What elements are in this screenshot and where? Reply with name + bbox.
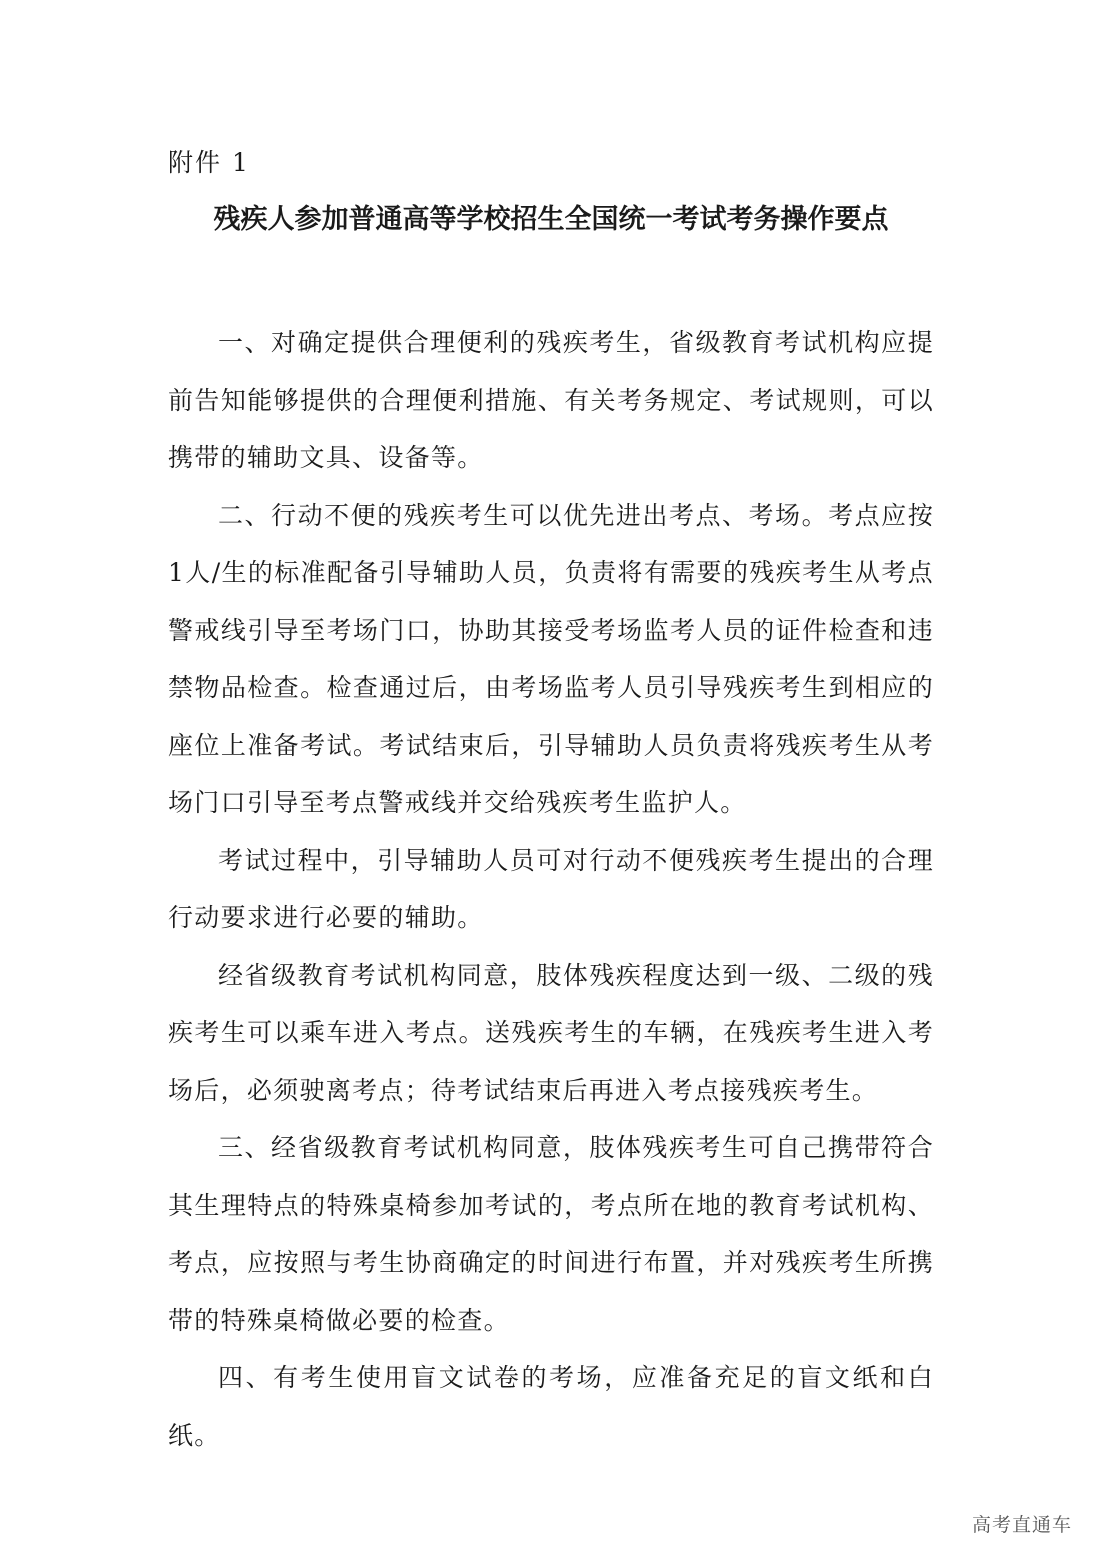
paragraph-5: 三、经省级教育考试机构同意，肢体残疾考生可自己携带符合其生理特点的特殊桌椅参加考试的，考点所在地的教育考试机构、考点，应按照与考生协商确定的时间进行布置，并对残疾考生所携带的特殊桌椅做必要的检查。	[168, 1133, 934, 1335]
paragraph-3: 考试过程中，引导辅助人员可对行动不便残疾考生提出的合理行动要求进行必要的辅助。	[168, 845, 934, 932]
paragraph-6: 四、有考生使用盲文试卷的考场，应准备充足的盲文纸和白纸。	[168, 1363, 934, 1450]
paragraph-1: 一、对确定提供合理便利的残疾考生，省级教育考试机构应提前告知能够提供的合理便利措施、有关考务规定、考试规则，可以携带的辅助文具、设备等。	[168, 328, 934, 472]
watermark: 高考直通车	[971, 1514, 1072, 1536]
document-body	[168, 314, 934, 1464]
attachment-label: 附件 1	[168, 148, 250, 177]
paragraph-4: 经省级教育考试机构同意，肢体残疾程度达到一级、二级的残疾考生可以乘车进入考点。送残疾考生的车辆，在残疾考生进入考场后，必须驶离考点；待考试结束后再进入考点接残疾考生。	[168, 960, 934, 1105]
paragraph-2: 二、行动不便的残疾考生可以优先进出考点、考场。考点应按 1人/生的标准配备引导辅助人员，负责将有需要的残疾考生从考点警戒线引导至考场门口，协助其接受考场监考人员的证件检查和违禁物品检查。检查通过后，由考场监考人员引导残疾考生到相应的座位上准备考试。考试结束后，引导辅助人员负责将残疾考生从考场门口引导至考点警戒线并交给残疾考生监护人。	[168, 500, 934, 817]
document-title: 残疾人参加普通高等学校招生全国统一考试考务操作要点	[213, 204, 889, 235]
